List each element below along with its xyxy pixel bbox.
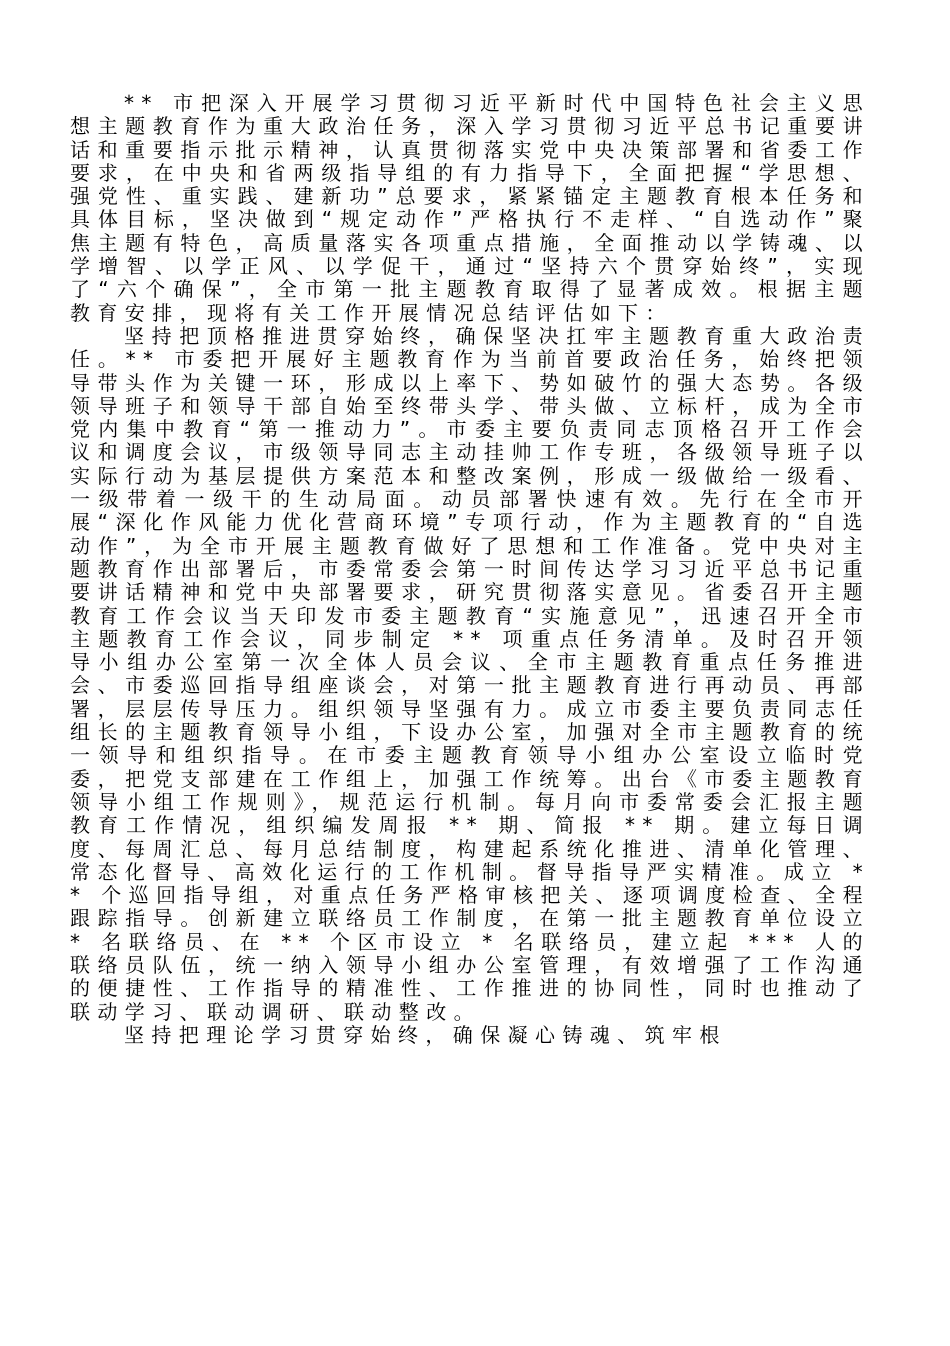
document-page bbox=[70, 92, 870, 1047]
paragraph-section-1: 坚持把顶格推进贯穿始终，确保坚决扛牢主题教育重大政治责任。** 市委把开展好主题教育作为当前首要政治任务，始终把领导带头作为关键一环，形成以上率下、势如破竹的强大态势。各级领导班子和领导干部自始至终带头学、带头做、立标杆，成为全市党内集中教育“第一推动力”。市委主要负责同志顶格召开工作会议和调度会议，市级领导同志主动挂帅工作专班，各级领导班子以实际行动为基层提供方案范本和整改案例，形成一级做给一级看、一级带着一级干的生动局面。动员部署快速有效。先行在全市开展“深化作风能力优化营商环境”专项行动，作为主题教育的“自选动作”，为全市开展主题教育做好了思想和工作准备。党中央对主题教育作出部署后，市委常委会第一时间传达学习习近平总书记重要讲话精神和党中央部署要求，研究贯彻落实意见。省委召开主题教育工作会议当天印发市委主题教育“实施意见”，迅速召开全市主题教育工作会议，同步制定 ** 项重点任务清单。及时召开领导小组办公室第一次全体人员会议、全市主题教育重点任务推进会、市委巡回指导组座谈会，对第一批主题教育进行再动员、再部署，层层传导压力。组织领导坚强有力。成立市委主要负责同志任组长的主题教育领导小组，下设办公室，加强对全市主题教育的统一领导和组织指导。在市委主题教育领导小组办公室设立临时党委，把党支部建在工作组上，加强工作统筹。出台《市委主题教育领导小组工作规则》，规范运行机制。每月向市委常委会汇报主题教育工作情况，组织编发周报 ** 期、简报 ** 期。建立每日调度、每周汇总、每月总结制度，构建起系统化推进、清单化管理、常态化督导、高效化运行的工作机制。督导指导严实精准。成立 ** 个巡回指导组，对重点任务严格审核把关、逐项调度检查、全程跟踪指导。创新建立联络员工作制度，在第一批主题教育单位设立 * 名联络员、在 ** 个区市设立 * 名联络员，建立起 *** 人的联络员队伍，统一纳入领导小组办公室管理，有效增强了工作沟通的便捷性、工作指导的精准性、工作推进的协同性，同时也推动了联动学习、联动调研、联动整改。 bbox=[70, 323, 870, 1024]
paragraph-intro: ** 市把深入开展学习贯彻习近平新时代中国特色社会主义思想主题教育作为重大政治任务，深入学习贯彻习近平总书记重要讲话和重要指示批示精神，认真贯彻落实党中央决策部署和省委工作要求，在中央和省两级指导组的有力指导下，全面把握“学思想、强党性、重实践、建新功”总要求，紧紧锚定主题教育根本任务和具体目标，坚决做到“规定动作”严格执行不走样、“自选动作”聚焦主题有特色，高质量落实各项重点措施，全面推动以学铸魂、以学增智、以学正风、以学促干，通过“坚持六个贯穿始终”，实现了“六个确保”，全市第一批主题教育取得了显著成效。根据主题教育安排，现将有关工作开展情况总结评估如下： bbox=[70, 91, 870, 325]
paragraph-section-2: 坚持把理论学习贯穿始终，确保凝心铸魂、筑牢根 bbox=[124, 1022, 727, 1047]
